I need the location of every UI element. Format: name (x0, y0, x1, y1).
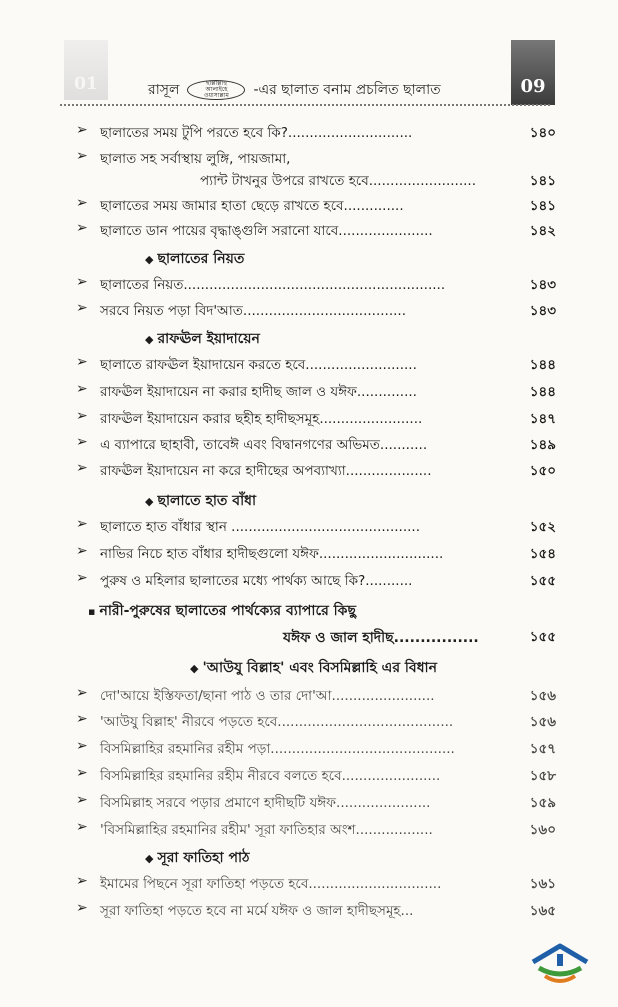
entry-title: বিসমিল্লাহ সরবে পড়ার প্রমাণে হাদীছটি যঈফ...................... (100, 795, 431, 811)
entry-title: 'বিসমিল্লাহির রহমানির রহীম' সূরা ফাতিহার অংশ.................. (100, 822, 433, 838)
entry-title: ছালাতে রাফঊল ইয়াদায়েন করতে হবে.......................... (100, 357, 417, 373)
diamond-bullet-icon: ◆ (145, 333, 154, 346)
entry-title: ছালাতে হাত বাঁধার স্থান ............................................ (100, 519, 420, 535)
entry-page: ১৪৪ (529, 384, 556, 400)
entry-title: ছালাতের সময় টুপি পরতে হবে কি?............................. (100, 125, 413, 141)
page-number: 09 (520, 76, 546, 97)
arrow-bullet-icon: ➢ (76, 220, 88, 236)
entry-title: 'আউযু বিল্লাহ' নীরবে পড়তে হবে......................................... (100, 714, 454, 730)
arrow-bullet-icon: ➢ (76, 354, 88, 370)
entry-page: ১৫৭ (529, 741, 556, 757)
section-title: নারী-পুরুষের ছালাতের পার্থক্যের ব্যাপারে কিছু (99, 603, 356, 619)
entry-page: ১৪৭ (529, 411, 556, 427)
entry-title: দো'আয়ে ইস্তিফতা/ছানা পাঠ ও তার দো'আ........................ (100, 688, 435, 704)
entry-page: ১৬৫ (529, 903, 556, 919)
section-heading-nari (88, 599, 356, 623)
entry-title: পুরুষ ও মহিলার ছালাতের মধ্যে পার্থক্য আছে কি?........... (100, 573, 413, 589)
arrow-bullet-icon: ➢ (76, 711, 88, 727)
entry-page: ১৫৯ (529, 795, 556, 811)
seal-line-1: ছাল্লাল্লাহু (205, 80, 228, 87)
arrow-bullet-icon: ➢ (76, 434, 88, 450)
entry-page: ১৫৮ (529, 768, 556, 784)
section-title: সূরা ফাতিহা পাঠ (157, 850, 250, 866)
section-heading-raful (145, 327, 260, 351)
arrow-bullet-icon: ➢ (76, 685, 88, 701)
diamond-bullet-icon: ◆ (190, 662, 199, 675)
seal-line-3: ওয়াসাল্লাম (204, 92, 229, 99)
entry-title: রাফঊল ইয়াদায়েন করার ছহীহ হাদীছসমূহ........................ (100, 411, 423, 427)
arrow-bullet-icon: ➢ (76, 516, 88, 532)
arrow-bullet-icon: ➢ (76, 570, 88, 586)
running-header (148, 79, 508, 101)
entry-page: ১৫০ (529, 463, 556, 479)
page-number-tab (511, 40, 555, 105)
arrow-bullet-icon: ➢ (76, 873, 88, 889)
section-heading-niyat (145, 247, 244, 271)
entry-title: ছালাতে ডান পায়ের বৃদ্ধাঙ্গুলি সরানো যাবে...................... (100, 223, 433, 239)
section-heading-hat (145, 489, 256, 513)
arrow-bullet-icon: ➢ (76, 543, 88, 559)
section-title: 'আউযু বিল্লাহ' এবং বিসমিল্লাহি এর বিধান (202, 660, 437, 676)
square-bullet-icon: ▪ (88, 605, 96, 618)
arrow-bullet-icon: ➢ (76, 819, 88, 835)
arrow-bullet-icon: ➢ (76, 765, 88, 781)
diamond-bullet-icon: ◆ (145, 852, 154, 865)
arrow-bullet-icon: ➢ (76, 122, 88, 138)
left-page-tab (64, 40, 108, 100)
salutation-seal (187, 80, 245, 100)
left-tab-number: 01 (74, 74, 98, 94)
entry-page: ১৫৫ (529, 629, 556, 645)
arrow-bullet-icon: ➢ (76, 792, 88, 808)
entry-page: ১৫৪ (529, 546, 556, 562)
arrow-bullet-icon: ➢ (76, 738, 88, 754)
entry-title: সরবে নিয়ত পড়া বিদ'আত...................................... (100, 303, 406, 319)
arrow-bullet-icon: ➢ (76, 300, 88, 316)
entry-title: রাফঊল ইয়াদায়েন না করে হাদীছের অপব্যাখ্যা.................... (100, 463, 432, 479)
entry-page: ১৪৩ (529, 277, 556, 293)
entry-title: নাভির নিচে হাত বাঁধার হাদীছগুলো যঈফ............................. (100, 546, 444, 562)
entry-title: সূরা ফাতিহা পড়তে হবে না মর্মে যঈফ ও জাল হাদীছসমূহ... (100, 903, 414, 919)
section-title: ছালাতের নিয়ত (157, 251, 245, 267)
diamond-bullet-icon: ◆ (145, 495, 154, 508)
arrow-bullet-icon: ➢ (76, 195, 88, 211)
entry-title: রাফঊল ইয়াদায়েন না করার হাদীছ জাল ও যঈফ.............. (100, 384, 417, 400)
entry-title: ছালাত সহ সর্বাস্থায় লুঙ্গি, পায়জামা, (100, 151, 291, 167)
seal-line-2: আলাইহে (205, 86, 228, 93)
entry-page: ১৫৫ (529, 573, 556, 589)
entry-title: বিসমিল্লাহির রহমানির রহীম নীরবে বলতে হবে....................... (100, 768, 441, 784)
entry-title: এ ব্যাপারে ছাহাবী, তাবেঈ এবং বিদ্বানগণের অভিমত........... (100, 437, 428, 453)
entry-page: ১৪২ (529, 223, 556, 239)
entry-title: ছালাতের সময় জামার হাতা ছেড়ে রাখতে হবে.............. (100, 198, 404, 214)
entry-page: ১৫৬ (529, 714, 556, 730)
entry-page: ১৪১ (529, 173, 556, 189)
entry-title: যঈফ ও জাল হাদীছ................ (283, 630, 479, 646)
section-heading-auzu (190, 656, 437, 680)
entry-page: ১৫২ (529, 519, 556, 535)
entry-page: ১৪০ (529, 125, 556, 141)
arrow-bullet-icon: ➢ (76, 148, 88, 164)
entry-title: ইমামের পিছনে সূরা ফাতিহা পড়তে হবে............................... (100, 876, 442, 892)
entry-title: ছালাতের নিয়ত............................................................. (100, 277, 446, 293)
entry-page: ১৪৩ (529, 303, 556, 319)
header-divider (60, 104, 550, 106)
entry-title: বিসমিল্লাহির রহমানির রহীম পড়া........................................... (100, 741, 455, 757)
arrow-bullet-icon: ➢ (76, 381, 88, 397)
entry-page: ১৪৯ (529, 437, 556, 453)
section-heading-fatiha (145, 846, 250, 870)
entry-page: ১৪১ (529, 198, 556, 214)
arrow-bullet-icon: ➢ (76, 460, 88, 476)
entry-page: ১৬১ (529, 876, 556, 892)
entry-page: ১৪৪ (529, 357, 556, 373)
section-title: ছালাতে হাত বাঁধা (157, 493, 257, 509)
entry-page: ১৫৬ (529, 688, 556, 704)
arrow-bullet-icon: ➢ (76, 274, 88, 290)
entry-title: প্যান্ট টাখনুর উপরে রাখতে হবে......................... (200, 173, 477, 189)
section-title: রাফঊল ইয়াদায়েন (157, 331, 260, 347)
diamond-bullet-icon: ◆ (145, 253, 154, 266)
header-title-pre: রাসূল (148, 82, 180, 98)
arrow-bullet-icon: ➢ (76, 900, 88, 916)
publisher-logo-icon (525, 940, 595, 990)
header-title-post: -এর ছালাত বনাম প্রচলিত ছালাত (253, 82, 441, 98)
entry-page: ১৬০ (529, 822, 556, 838)
arrow-bullet-icon: ➢ (76, 408, 88, 424)
